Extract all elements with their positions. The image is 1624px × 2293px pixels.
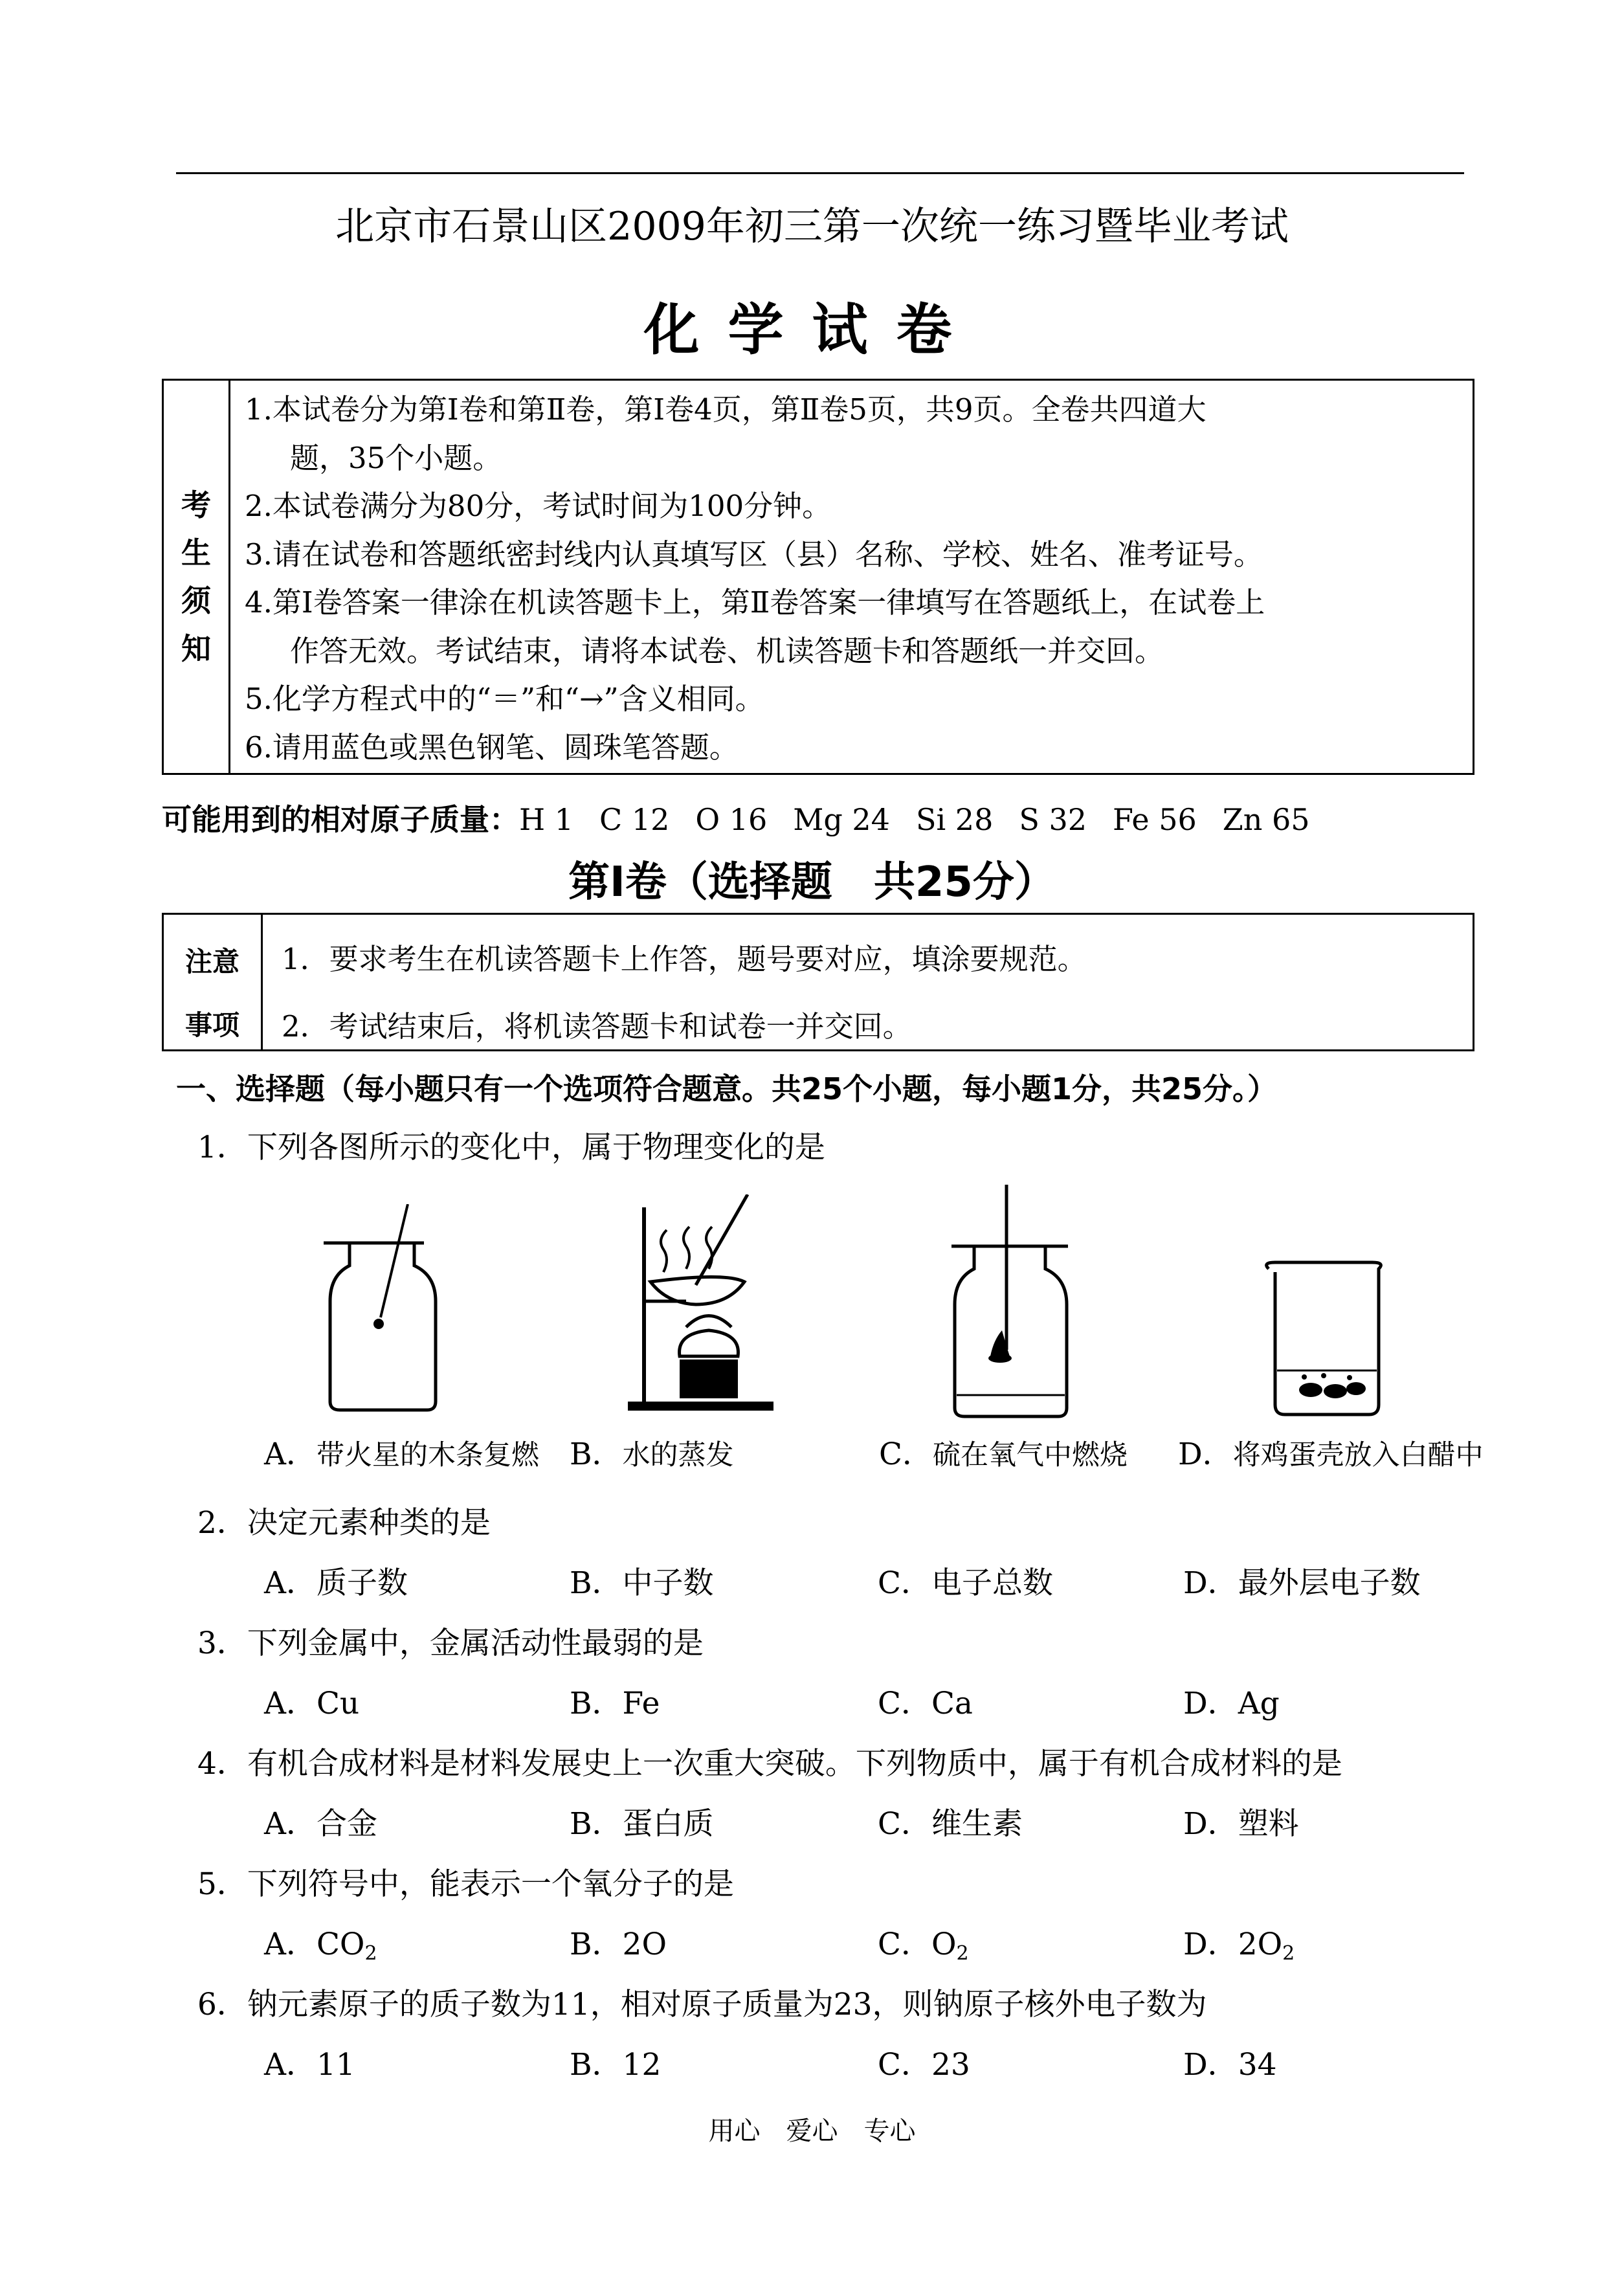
q6-option-a: A．11 [264,2047,355,2083]
notice-line: 作答无效。考试结束，请将本试卷、机读答题卡和答题纸一并交回。 [290,633,1164,668]
q3-option-b: B．Fe [570,1686,660,1721]
question-stem: 5．下列符号中，能表示一个氧分子的是 [197,1866,734,1902]
atomic-mass-label: 可能用到的相对原子质量： [162,802,519,837]
jar-splint-figure [311,1204,453,1418]
eggshell-beaker-figure [1259,1253,1395,1421]
page-footer: 用心 爱心 专心 [708,2116,916,2146]
q6-option-c: C．23 [878,2047,970,2083]
question-stem: 3．下列金属中，金属活动性最弱的是 [197,1626,704,1661]
q1-option-a: A．带火星的木条复燃 [264,1437,539,1472]
section-1-title: 第Ⅰ卷（选择题 共25分） [568,858,1056,906]
exam-title: 北京市石景山区2009年初三第一次统一练习暨毕业考试 [335,204,1289,249]
notice-line: 5.化学方程式中的“＝”和“→”含义相同。 [245,682,764,716]
notice-line: 4.第Ⅰ卷答案一律涂在机读答题卡上，第Ⅱ卷答案一律填写在答题纸上，在试卷上 [245,585,1265,620]
candidate-notice-box [162,379,1474,775]
q2-option-b: B．中子数 [570,1565,714,1601]
q4-option-b: B．蛋白质 [570,1806,714,1842]
question-stem: 1．下列各图所示的变化中，属于物理变化的是 [197,1130,825,1165]
q2-option-a: A．质子数 [264,1565,408,1601]
q6-option-d: D．34 [1183,2047,1277,2083]
q5-option-b: B．2O [570,1927,667,1962]
evaporation-figure [612,1194,780,1427]
header-rule [176,172,1464,174]
attention-box [162,913,1474,1051]
question-stem: 2．决定元素种类的是 [197,1505,491,1541]
notice-line: 1.本试卷分为第Ⅰ卷和第Ⅱ卷，第Ⅰ卷4页，第Ⅱ卷5页，共9页。全卷共四道大 [245,392,1207,427]
q3-option-a: A．Cu [264,1686,360,1721]
notice-side-label: 考 生 须 知 [164,381,230,773]
q1-option-d: D．将鸡蛋壳放入白醋中 [1178,1437,1484,1472]
q4-option-a: A．合金 [264,1806,377,1842]
question-stem: 6．钠元素原子的质子数为11，相对原子质量为23，则钠原子核外电子数为 [197,1987,1207,2022]
part-1-heading: 一、选择题（每小题只有一个选项符合题意。共25个小题，每小题1分，共25分。） [176,1071,1278,1106]
q2-option-c: C．电子总数 [878,1565,1053,1601]
notice-line: 题，35个小题。 [290,440,502,475]
question-stem: 4．有机合成材料是材料发展史上一次重大突破。下列物质中，属于有机合成材料的是 [197,1746,1342,1782]
q1-option-b: B．水的蒸发 [570,1437,734,1472]
q6-option-b: B．12 [570,2047,662,2083]
notice-line: 6.请用蓝色或黑色钢笔、圆珠笔答题。 [245,730,739,765]
q5-option-c: C．$O_2$ [878,1927,969,1965]
notice-line: 3.请在试卷和答题纸密封线内认真填写区（县）名称、学校、姓名、准考证号。 [245,537,1263,572]
attention-side-label: 注意 事项 [164,915,263,1049]
q3-option-d: D．Ag [1183,1686,1280,1721]
notice-line: 2.本试卷满分为80分，考试时间为100分钟。 [245,489,832,523]
subject-title: 化学试卷 [643,298,981,363]
attention-item: 1．要求考生在机读答题卡上作答，题号要对应，填涂要规范。 [282,942,1087,976]
q2-option-d: D．最外层电子数 [1183,1565,1421,1601]
q4-option-c: C．维生素 [878,1806,1023,1842]
atomic-mass-line: 可能用到的相对原子质量：H 1 C 12 O 16 Mg 24 Si 28 S 32 Fe 56 Zn 65 [162,802,1310,837]
q5-option-a: A．$CO_2$ [264,1927,377,1965]
q4-option-d: D．塑料 [1183,1806,1299,1842]
q1-option-c: C．硫在氧气中燃烧 [879,1437,1128,1472]
sulfur-burning-figure [939,1185,1087,1424]
q5-option-d: D．$2O_2$ [1183,1927,1295,1965]
q3-option-c: C．Ca [878,1686,973,1721]
notice-items [245,386,1460,772]
attention-item: 2．考试结束后，将机读答题卡和试卷一并交回。 [282,1009,912,1044]
